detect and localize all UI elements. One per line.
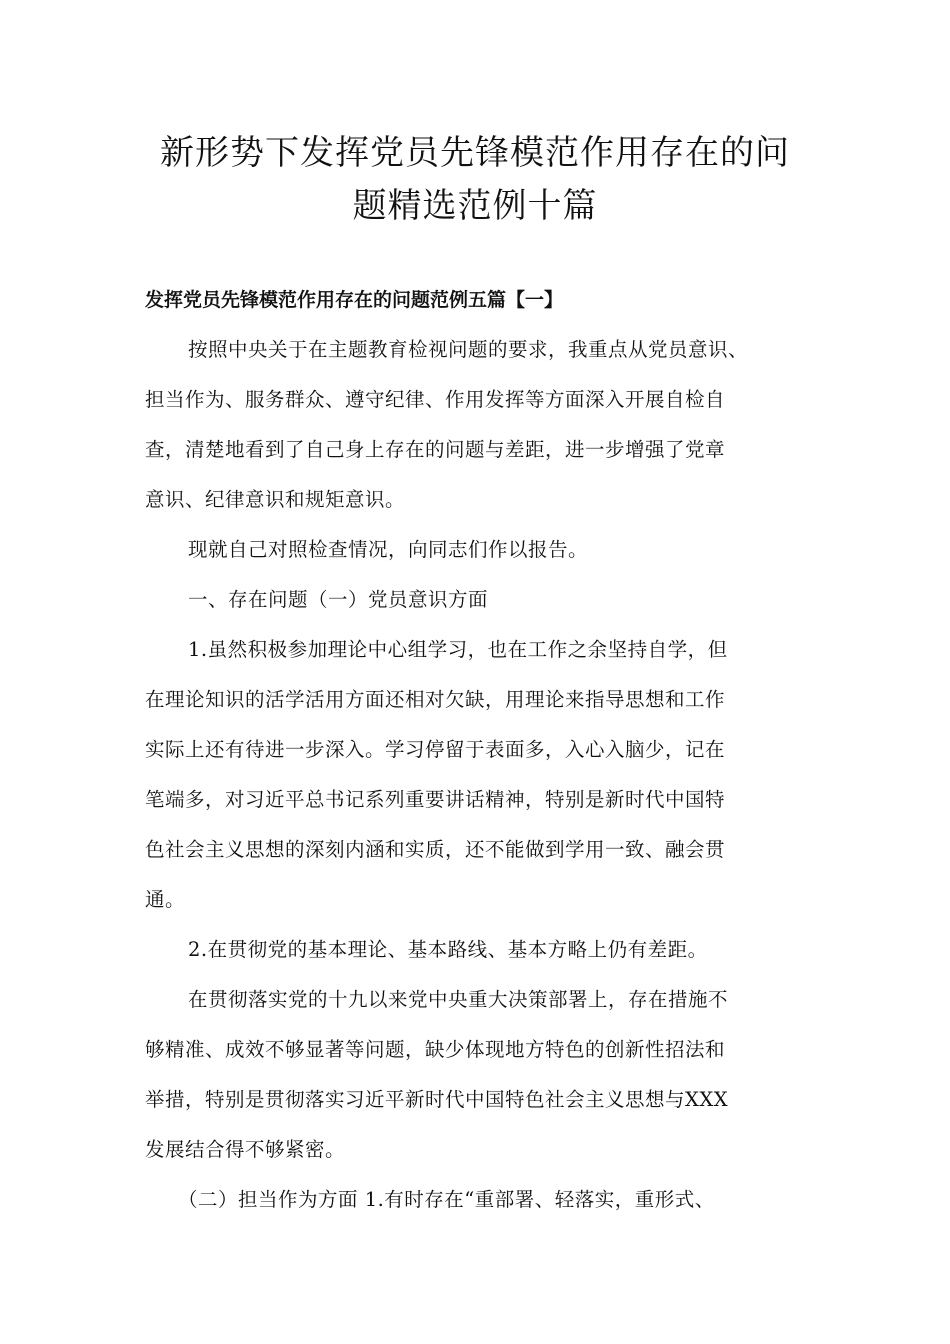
paragraph-line: 在理论知识的活学活用方面还相对欠缺，用理论来指导思想和工作 [145,688,726,711]
paragraph-line: 1.虽然积极参加理论中心组学习，也在工作之余坚持自学，但 [188,638,728,661]
document-title-line-1: 新形势下发挥党员先锋模范作用存在的问 [160,133,790,173]
paragraph-line: 色社会主义思想的深刻内涵和实质，还不能做到学用一致、融会贯 [145,838,726,861]
paragraph-line: 够精准、成效不够显著等问题，缺少体现地方特色的创新性招法和 [145,1038,726,1061]
paragraph-line: 担当作为、服务群众、遵守纪律、作用发挥等方面深入开展自检自 [145,388,726,411]
document-title-line-2: 题精选范例十篇 [352,186,598,226]
section-heading: 发挥党员先锋模范作用存在的问题范例五篇【一】 [145,289,564,311]
paragraph-line: 意识、纪律意识和规矩意识。 [145,488,406,511]
paragraph-line: 查，清楚地看到了自己身上存在的问题与差距，进一步增强了党章 [145,438,726,461]
paragraph-line: 一、存在问题（一）党员意识方面 [188,588,489,611]
paragraph-line: 2.在贯彻党的基本理论、基本路线、基本方略上仍有差距。 [188,938,708,961]
paragraph-line: 按照中央关于在主题教育检视问题的要求，我重点从党员意识、 [188,338,749,361]
paragraph-line: 举措，特别是贯彻落实习近平新时代中国特色社会主义思想与XXX [145,1088,729,1111]
paragraph-line: 现就自己对照检查情况，向同志们作以报告。 [188,538,589,561]
paragraph-line: 笔端多，对习近平总书记系列重要讲话精神，特别是新时代中国特 [145,788,726,811]
paragraph-line: 在贯彻落实党的十九以来党中央重大决策部署上，存在措施不 [188,988,729,1011]
paragraph-line: 发展结合得不够紧密。 [145,1138,346,1161]
paragraph-line: 实际上还有待进一步深入。学习停留于表面多，入心入脑少，记在 [145,738,726,761]
paragraph-line: 通。 [145,888,186,911]
paragraph-line: （二）担当作为方面 1.有时存在“重部署、轻落实，重形式、 [178,1188,715,1211]
